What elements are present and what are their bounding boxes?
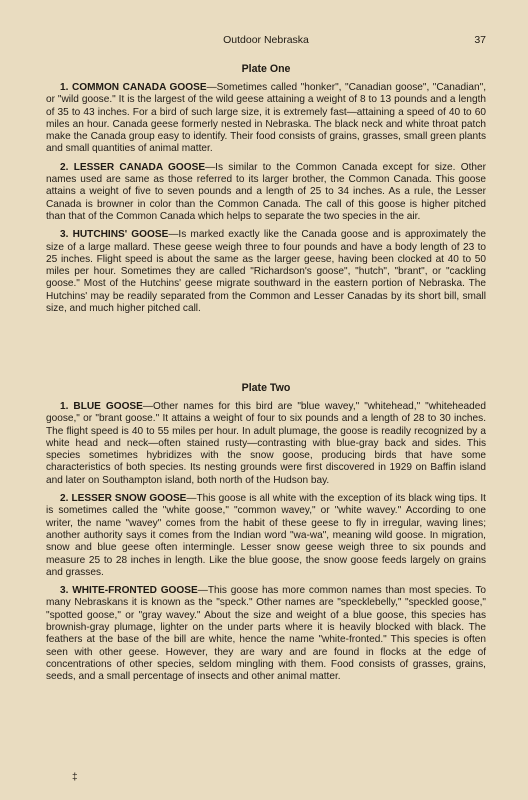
running-header (46, 34, 486, 48)
entry-title: LESSER CANADA GOOSE (73, 161, 206, 173)
entry-title: BLUE GOOSE (73, 401, 143, 412)
entry-title: COMMON CANADA GOOSE (71, 82, 207, 93)
plate-one-heading: Plate One (241, 63, 291, 75)
page-number: 37 (474, 34, 486, 46)
plate-two-heading: Plate Two (241, 382, 291, 394)
entry-text: —Is similar to the Common Canada except for size. Other names used are same as those referred to its larger brother, the Common Canada. This goose attains a weight of five to seven pounds and a length of 25 to 34 inches. As a rule, the Lesser Canada is browner in color than the Common Canada. The call of this goose is higher pitched than that of the Common Canada which helps to separate the two species in the air. (46, 161, 486, 222)
entry-text: —Other names for this bird are "blue wavey," "whitehead," "whiteheaded goose," or "brant goose." It attains a weight of four to six pounds and a length of 28 to 30 inches. The flight speed is 40 to 55 miles per hour. In adult plumage, the goose is readily recognized by a white head and neck—often stained rusty—contrasting with blue-gray back and sides. This species sometimes hybridizes with the snow goose, producing birds that have some characteristics of both species. Its nesting grounds were first discovered in 1929 on Baffin island and later on Southampton island, both north of the Hudson bay. (46, 401, 486, 486)
entry-title: HUTCHINS' GOOSE (72, 229, 169, 241)
entry-number: 2. (60, 493, 69, 505)
entry-number: 2. (60, 161, 69, 173)
entry-white-fronted-goose (46, 585, 486, 683)
plate-two-section (46, 382, 486, 690)
entry-number: 1. (60, 401, 69, 412)
entry-lesser-canada-goose (46, 162, 486, 223)
entry-number: 3. (60, 585, 69, 597)
entry-text: —Sometimes called "honker", "Canadian goose", "Canadian", or "wild goose." It is the largest of the wild geese attaining a weight of 8 to 13 pounds and a length of 35 to 43 inches. For a bird of such large size, it is extremely fast—attaining a speed of 40 to 60 miles an hour. Canada geese formerly nested in Nebraska. The black neck and white throat patch make the Canada group easy to identify. Their food consists of grains, grasses, small green plants and small quantities of animal matter. (46, 82, 486, 155)
running-title: Outdoor Nebraska (223, 34, 309, 46)
plate-one-section (46, 63, 486, 321)
entry-title: LESSER SNOW GOOSE (71, 493, 187, 505)
entry-title: WHITE-FRONTED GOOSE (72, 585, 198, 597)
entry-hutchins-goose (46, 229, 486, 315)
entry-common-canada-goose (46, 82, 486, 156)
footer-mark: ‡ (72, 772, 78, 783)
entry-lesser-snow-goose (46, 493, 486, 579)
entry-text: —This goose is all white with the exception of its black wing tips. It is sometimes called the "white goose," "common wavey," or "white wavey." According to one writer, the name "wavey" comes from the habit of these geese to fly in irregular, waving lines; another authority says it comes from the Indian word "wa-wa", meaning wild goose. In migration, snow and blue geese often intermingle. Lesser snow geese weigh three to six pounds and measure 25 to 28 inches in length. Like the blue goose, the snow goose feeds largely on grains and grasses. (46, 493, 486, 578)
entry-text: —Is marked exactly like the Canada goose and is approximately the size of a large mallard. These geese weigh three to four pounds and have a body length of 23 to 25 inches. Flight speed is about the same as the larger geese, having been clocked at 40 to 50 miles per hour. Sometimes they are called "Richardson's goose", "hutch", "brant", or "cackling goose." Most of the Hutchins' geese migrate southward in the eastern portion of Nebraska. The Hutchins' may be readily separated from the Common and Lesser Canadas by its short bill, small size, and much higher pitched call. (46, 229, 486, 315)
entry-number: 1. (60, 82, 69, 93)
entry-number: 3. (60, 229, 69, 241)
entry-text: —This goose has more common names than most species. To many Nebraskans it is known as the "speck." Other names are "specklebelly," "speckled goose," "spotted goose," or "gray wavey." About the size and weight of a blue goose, this species has brownish-gray plumage, lighter on the under parts where it is heavily blocked with black. The feathers at the base of the bill are white, hence the name "white-fronted." This species is often seen with other geese. However, they are wary and are found in flocks at the edge of concentrations of other species, seldom mingling with them. Food consists of grasses, grains, seeds, and a small percentage of insects and other animal matter. (46, 585, 486, 683)
entry-blue-goose (46, 401, 486, 487)
